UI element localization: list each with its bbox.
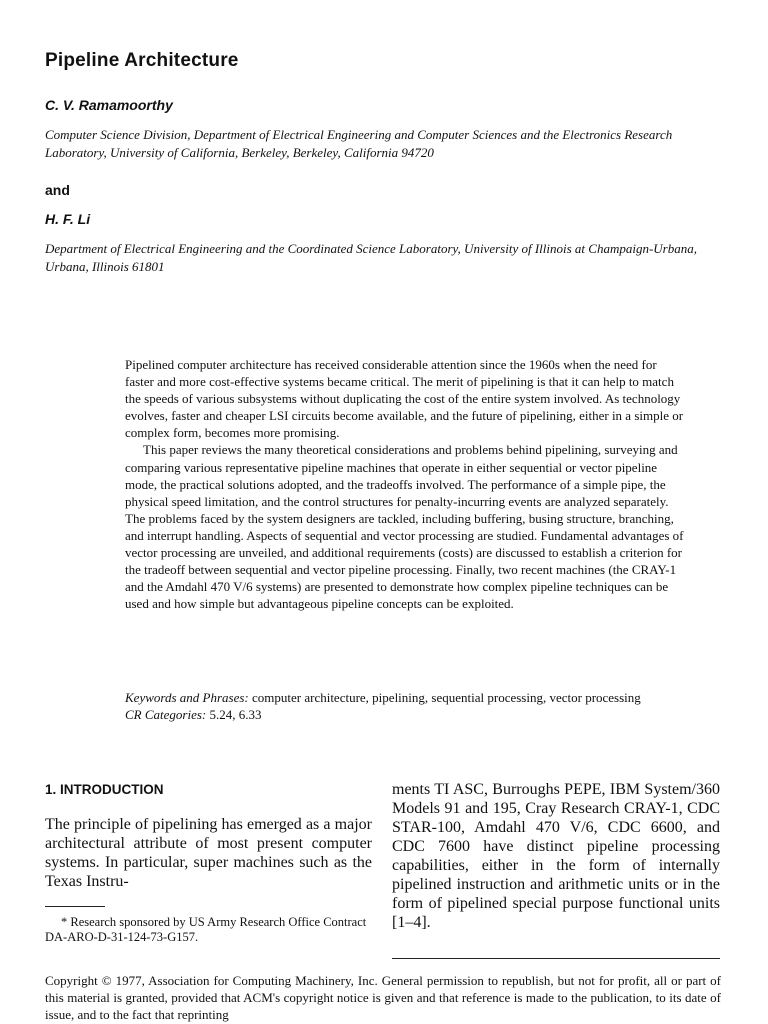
keywords-block [125, 690, 685, 723]
column-divider [392, 958, 720, 959]
cr-categories-label: CR Categories: [125, 706, 207, 722]
cr-categories-line [125, 707, 685, 724]
abstract [125, 356, 685, 612]
footnote-divider [45, 906, 105, 907]
cr-categories-text: 5.24, 6.33 [209, 706, 262, 722]
section-heading: 1. INTRODUCTION [45, 782, 164, 797]
keywords-label: Keywords and Phrases: [125, 690, 249, 705]
author-conjunction: and [45, 182, 70, 198]
author-affiliation-2: Department of Electrical Engineering and the Coordinated Science Laboratory, University of Illinois at Champaign-Urbana, Urbana, Illinois 61801 [45, 241, 697, 274]
intro-right-column: ments TI ASC, Burroughs PEPE, IBM System/360 Models 91 and 195, Cray Research CRAY-1, CDC STAR-100, Amdahl 470 V/6, CDC 6600, and CDC 7600 have distinct pipeline processing capabilities, either in the form of internally pipelined instruction and arithmetic units or in the form of pipelined special purpose functional units [1–4]. [392, 781, 720, 931]
copyright-notice: Copyright © 1977, Association for Computing Machinery, Inc. General permission to republish, but not for profit, all or part of this material is granted, provided that ACM's copyright notice is given and that reference is made to the publication, to its date of issue, and to the fact that reprinting [45, 973, 721, 1022]
author-affiliation-1: Computer Science Division, Department of Electrical Engineering and Computer Sciences and the Electronics Research Laboratory, University of California, Berkeley, Berkeley, California 94720 [45, 127, 673, 160]
intro-left-column: The principle of pipelining has emerged as a major architectural attribute of most present computer systems. In particular, super machines such as the Texas Instru- [45, 816, 372, 890]
author-name-2: H. F. Li [45, 211, 91, 227]
keywords-text: computer architecture, pipelining, sequential processing, vector processing [252, 690, 641, 705]
footnote [45, 915, 375, 944]
keywords-line [125, 690, 685, 707]
footnote-text: Research sponsored by US Army Research Office Contract DA-ARO-D-31-124-73-G157. [45, 915, 367, 944]
abstract-paragraph-1: Pipelined computer architecture has received considerable attention since the 1960s when the need for faster and more cost-effective systems became critical. The merit of pipelining is that it can help to match the speeds of various subsystems without duplicating the cost of the entire system involved. As technology evolves, faster and cheaper LSI circuits become available, and the future of pipelining, either in a simple or complex form, becomes more promising. [125, 357, 684, 441]
abstract-paragraph-2: This paper reviews the many theoretical considerations and problems behind pipelining, surveying and comparing various representative pipeline machines that operate in either sequential or vector pipeline mode, the practical solutions adopted, and the tradeoffs involved. The performance of a simple pipe, the physical speed limitation, and the control structures for penalty-incurring events are analyzed separately. The problems faced by the system designers are tackled, including buffering, busing structure, branching, and interrupt handling. Aspects of sequential and vector processing are studied. Fundamental advantages of vector processing are unveiled, and additional requirements (costs) are discussed to establish a criterion for the tradeoff between sequential and vector pipeline processing. Finally, two recent machines (the CRAY-1 and the Amdahl 470 V/6 systems) are presented to demonstrate how complex pipeline techniques can be used and how simple but advantageous pipeline concepts can be exploited. [125, 442, 684, 612]
paper-title: Pipeline Architecture [45, 50, 239, 71]
author-name-1: C. V. Ramamoorthy [45, 97, 173, 113]
footnote-marker: * [61, 915, 68, 929]
